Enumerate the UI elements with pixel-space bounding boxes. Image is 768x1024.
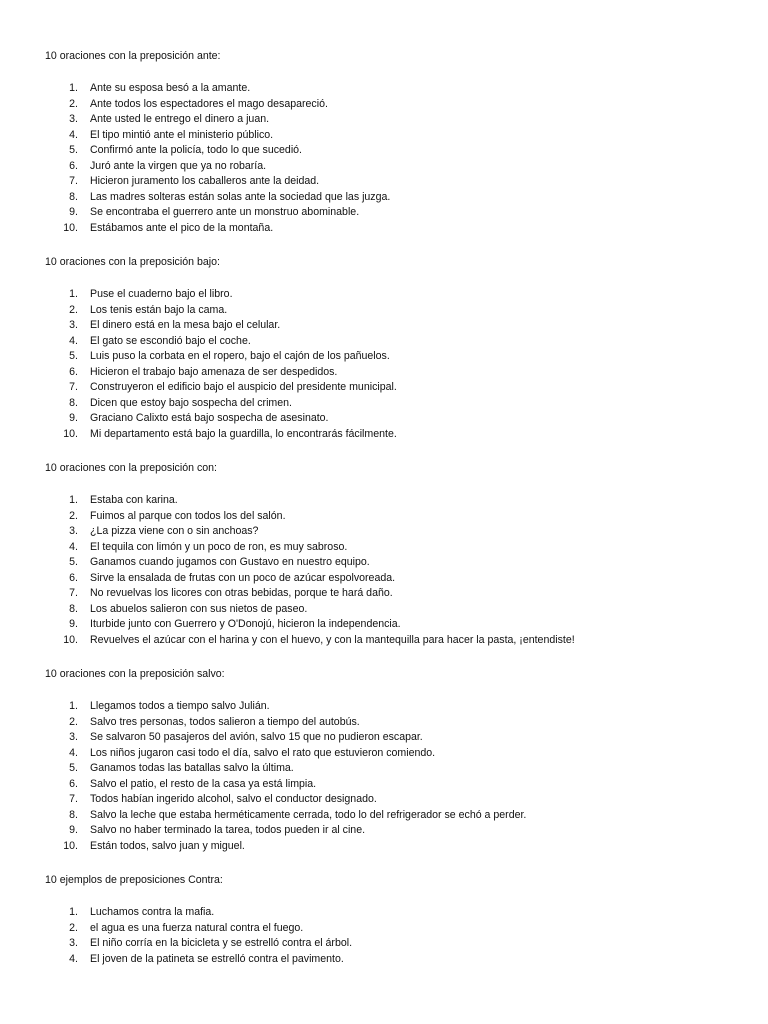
section-heading: 10 oraciones con la preposición con: (45, 462, 217, 474)
section-heading: 10 oraciones con la preposición ante: (45, 50, 221, 62)
section-heading: 10 ejemplos de preposiciones Contra: (45, 874, 223, 886)
section-heading: 10 oraciones con la preposición salvo: (45, 668, 225, 680)
document-page: 10 oraciones con la preposición ante: 1. Ante su esposa besó a la amante. 2. Ante todos los espectadores el mago desapareció. 3. Ante usted le entrego el dinero a juan. 4. El tipo mintió ante el ministerio público. 5. Confirmó ante la policía, todo lo que sucedió. 6. Juró ante la virgen que ya no robaría. 7. Hicieron juramento los caballeros ante la deidad. 8. Las madres solteras están solas ante la sociedad que las juzga. 9. Se encontraba el guerrero ante un monstruo abominable. 10. Estábamos ante el pico de la montaña. 10 oraciones con la preposición bajo: 1. Puse el cuaderno bajo el libro. 2. Los tenis están bajo la cama. 3. El dinero está en la mesa bajo el celular. 4. El gato se escondió bajo el coche. 5. Luis puso la corbata en el ropero, bajo el cajón de los pañuelos. 6. Hicieron el trabajo bajo amenaza de ser despedidos. 7. Construyeron el edificio bajo el auspicio del presidente municipal. 8. Dicen que estoy bajo sospecha del crimen. 9. Graciano Calixto está bajo sospecha de asesinato. 10. Mi departamento está bajo la guardilla, lo encontrarás fácilmente. 10 oraciones con la preposición con: 1. Estaba con karina. 2. Fuimos al parque con todos los del salón. 3. ¿La pizza viene con o sin anchoas? 4. El tequila con limón y un poco de ron, es muy sabroso. 5. Ganamos cuando jugamos con Gustavo en nuestro equipo. 6. Sirve la ensalada de frutas con un poco de azúcar espolvoreada. 7. No revuelvas los licores con otras bebidas, porque te hará daño. 8. Los abuelos salieron con sus nietos de paseo. 9. Iturbide junto con Guerrero y O'Donojú, hicieron la independencia. 10. Revuelves el azúcar con el harina y con el huevo, y con la mantequilla para hacer la pasta, ¡entendiste! 10 oraciones con la preposición salvo: 1. Llegamos todos a tiempo salvo Julián. 2. Salvo tres personas, todos salieron a tiempo del autobús. 3. Se salvaron 50 pasajeros del avión, salvo 15 que no pudieron escapar. 4. Los niños jugaron casi todo el día, salvo el rato que estuvieron comiendo. 5. Ganamos todas las batallas salvo la última. 6. Salvo el patio, el resto de la casa ya está limpia. 7. Todos habían ingerido alcohol, salvo el conductor designado. 8. Salvo la leche que estaba herméticamente cerrada, todo lo del refrigerador se echó a perder. 9. Salvo no haber terminado la tarea, todos pueden ir al cine. 10. Están todos, salvo juan y miguel. 10 ejemplos de preposiciones Contra: 1. Luchamos contra la mafia. 2. el agua es una fuerza natural contra el fuego. 3. El niño corría en la bicicleta y se estrelló contra el árbol. 4. El joven de la patineta se estrelló contra el pavimento. (45, 50, 575, 965)
section-heading: 10 oraciones con la preposición bajo: (45, 256, 220, 268)
